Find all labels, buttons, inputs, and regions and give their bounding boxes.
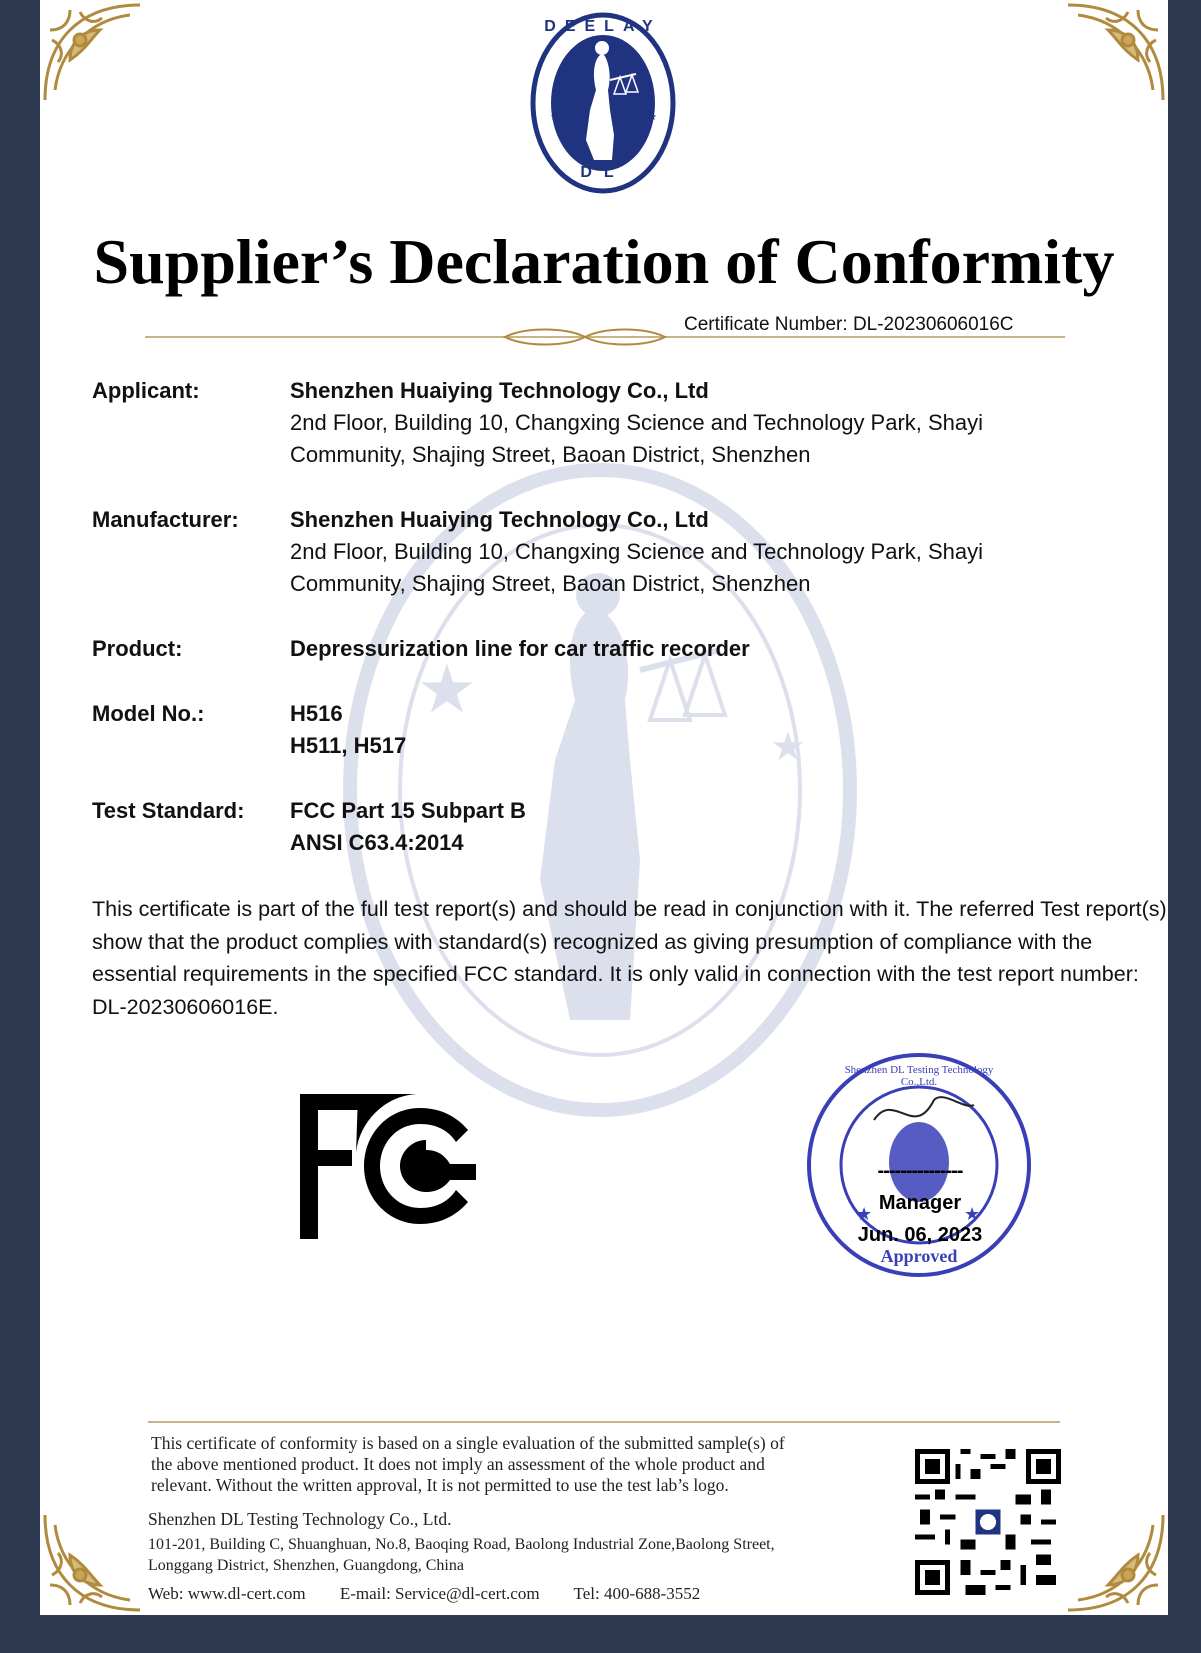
signature-date: Jun. 06, 2023: [857, 1224, 983, 1246]
footer-address-line: Longgang District, Shenzhen, Guangdong, China: [148, 1557, 464, 1574]
field-value: [290, 698, 1120, 762]
svg-text:★: ★: [964, 1204, 981, 1224]
footer-note-line: relevant. Without the written approval, It is not permitted to use the test lab’s logo.: [151, 1475, 729, 1495]
footer-rule: [148, 1421, 1060, 1423]
footer-tel: Tel: 400-688-3552: [573, 1584, 701, 1603]
ornament-corner-icon: [40, 0, 150, 110]
model-number: H511, H517: [290, 733, 407, 758]
field-value: [290, 633, 1120, 665]
applicant-address-line: Community, Shajing Street, Baoan District, Shenzhen: [290, 442, 811, 467]
certificate-title: Supplier’s Declaration of Conformity: [93, 226, 1115, 297]
fcc-logo-icon: [300, 1094, 476, 1239]
stamp-bottom-text: Approved: [880, 1246, 958, 1266]
field-product: [92, 633, 1112, 665]
footer-note-line: This certificate of conformity is based on a single evaluation of the submitted sample(s) of: [151, 1433, 785, 1453]
field-value: [290, 375, 1120, 471]
field-label: Applicant:: [92, 378, 200, 403]
model-number: H516: [290, 701, 343, 726]
qr-code-icon[interactable]: [915, 1449, 1061, 1595]
field-label: Manufacturer:: [92, 507, 239, 532]
field-model-no: [92, 698, 1112, 762]
applicant-name: Shenzhen Huaiying Technology Co., Ltd: [290, 378, 709, 403]
field-value: [290, 795, 1120, 859]
stamp-ring-text: Shenzhen DL Testing Technology Co.,Ltd.: [844, 1064, 994, 1088]
svg-text:★: ★: [648, 112, 657, 123]
field-manufacturer: [92, 504, 1112, 600]
field-label: Product:: [92, 636, 183, 661]
field-label: Test Standard:: [92, 798, 245, 823]
svg-text:★: ★: [856, 1204, 873, 1224]
signature-block: [830, 1155, 1010, 1251]
signature-line: ---------------: [877, 1160, 963, 1182]
certificate-statement: This certificate is part of the full test report(s) and should be read in conjunction with it. The referred Test report(s) show that the product complies with standard(s) recognized as giving presumption of compliance with the essential requirements in the specified FCC standard. It is only valid in connection with the test report number: DL-20230606016E.: [92, 897, 1167, 1019]
field-label: Model No.:: [92, 701, 205, 726]
field-test-standard: [92, 795, 1112, 859]
applicant-address-line: 2nd Floor, Building 10, Changxing Science and Technology Park, Shayi: [290, 410, 984, 435]
svg-text:★: ★: [770, 725, 806, 769]
test-standard: ANSI C63.4:2014: [290, 830, 464, 855]
field-applicant: [92, 375, 1112, 471]
certificate-number: Certificate Number: DL-20230606016C: [681, 314, 1017, 336]
product-name: Depressurization line for car traffic recorder: [290, 636, 750, 661]
manufacturer-name: Shenzhen Huaiying Technology Co., Ltd: [290, 507, 709, 532]
manufacturer-address-line: Community, Shajing Street, Baoan District, Shenzhen: [290, 571, 811, 596]
svg-text:★: ★: [420, 656, 474, 723]
signatory-role: Manager: [878, 1192, 962, 1214]
svg-text:★: ★: [550, 112, 559, 123]
footer-note: [151, 1433, 921, 1496]
logo-top-text: DEELAY: [544, 18, 662, 35]
ornament-corner-icon: [40, 1505, 150, 1615]
manufacturer-address-line: 2nd Floor, Building 10, Changxing Science and Technology Park, Shayi: [290, 539, 984, 564]
footer-address-line: 101-201, Building C, Shuanghuan, No.8, Baoqing Road, Baolong Industrial Zone,Baolong Street,: [148, 1536, 775, 1553]
svg-text:★: ★: [632, 102, 641, 113]
footer-note-line: the above mentioned product. It does not imply an assessment of the whole product and: [151, 1454, 765, 1474]
logo-bottom-text: DL: [580, 164, 626, 181]
certificate-paper: [40, 0, 1168, 1615]
deelay-logo: [528, 10, 678, 196]
footer-address: [148, 1534, 908, 1576]
test-standard: FCC Part 15 Subpart B: [290, 798, 526, 823]
footer-contact: [148, 1584, 730, 1604]
ornament-corner-icon: [1058, 1505, 1168, 1615]
field-value: [290, 504, 1120, 600]
footer-company: Shenzhen DL Testing Technology Co., Ltd.: [148, 1509, 452, 1529]
ornament-corner-icon: [1058, 0, 1168, 110]
svg-text:★: ★: [566, 102, 575, 113]
footer-email[interactable]: E-mail: Service@dl-cert.com: [339, 1584, 540, 1603]
footer-web[interactable]: Web: www.dl-cert.com: [148, 1584, 306, 1603]
